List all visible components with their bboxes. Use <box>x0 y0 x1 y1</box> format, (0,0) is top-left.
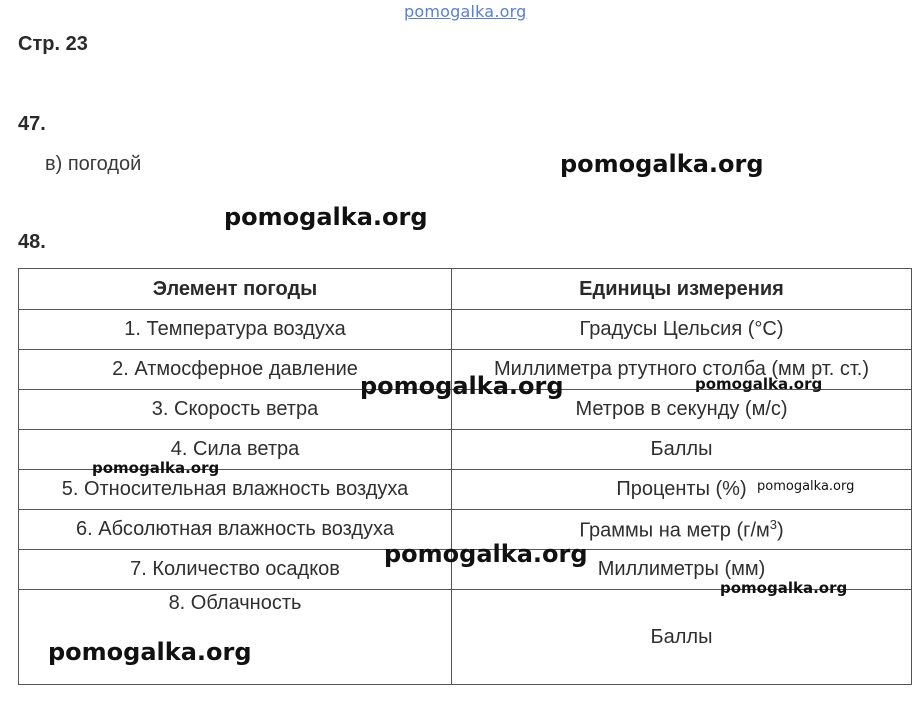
header-element: Элемент погоды <box>19 269 452 310</box>
watermark: pomogalka.org <box>224 203 428 231</box>
element-cell: 5. Относительная влажность воздуха <box>19 470 452 510</box>
top-watermark-link[interactable]: pomogalka.org <box>404 2 527 21</box>
element-cell: 4. Сила ветра <box>19 430 452 470</box>
table-header-row <box>19 269 912 310</box>
watermark: pomogalka.org <box>757 479 855 494</box>
unit-cell: Баллы <box>452 430 912 470</box>
unit-cell: Градусы Цельсия (°С) <box>452 310 912 350</box>
unit-superscript: 3 <box>769 516 777 532</box>
unit-cell: Миллиметры (мм) <box>452 550 912 590</box>
page-label: Стр. 23 <box>18 33 88 55</box>
element-cell: 6. Абсолютная влажность воздуха <box>19 510 452 550</box>
element-cell: 3. Скорость ветра <box>19 390 452 430</box>
unit-cell: Миллиметра ртутного столба (мм рт. ст.) <box>452 350 912 390</box>
task-47-number: 47. <box>18 113 46 135</box>
unit-text: Граммы на метр (г/м <box>579 519 770 542</box>
element-cell: 1. Температура воздуха <box>19 310 452 350</box>
watermark: pomogalka.org <box>695 375 823 393</box>
element-cell: 7. Количество осадков <box>19 550 452 590</box>
unit-tail: ) <box>776 519 784 542</box>
unit-cell: Баллы <box>452 590 912 685</box>
table-row <box>19 590 912 685</box>
unit-cell: Метров в секунду (м/с) <box>452 390 912 430</box>
watermark: pomogalka.org <box>92 459 220 477</box>
watermark: pomogalka.org <box>360 372 564 400</box>
element-cell: 8. Облачность <box>19 590 452 685</box>
header-unit: Единицы измерения <box>452 269 912 310</box>
watermark: pomogalka.org <box>560 150 764 178</box>
task-48-number: 48. <box>18 231 46 253</box>
element-cell: 2. Атмосферное давление <box>19 350 452 390</box>
watermark: pomogalka.org <box>48 638 252 666</box>
unit-cell: Проценты (%) <box>452 470 912 510</box>
watermark: pomogalka.org <box>720 579 848 597</box>
task-47-answer: в) погодой <box>45 153 142 175</box>
watermark: pomogalka.org <box>384 540 588 568</box>
table-row <box>19 310 912 350</box>
